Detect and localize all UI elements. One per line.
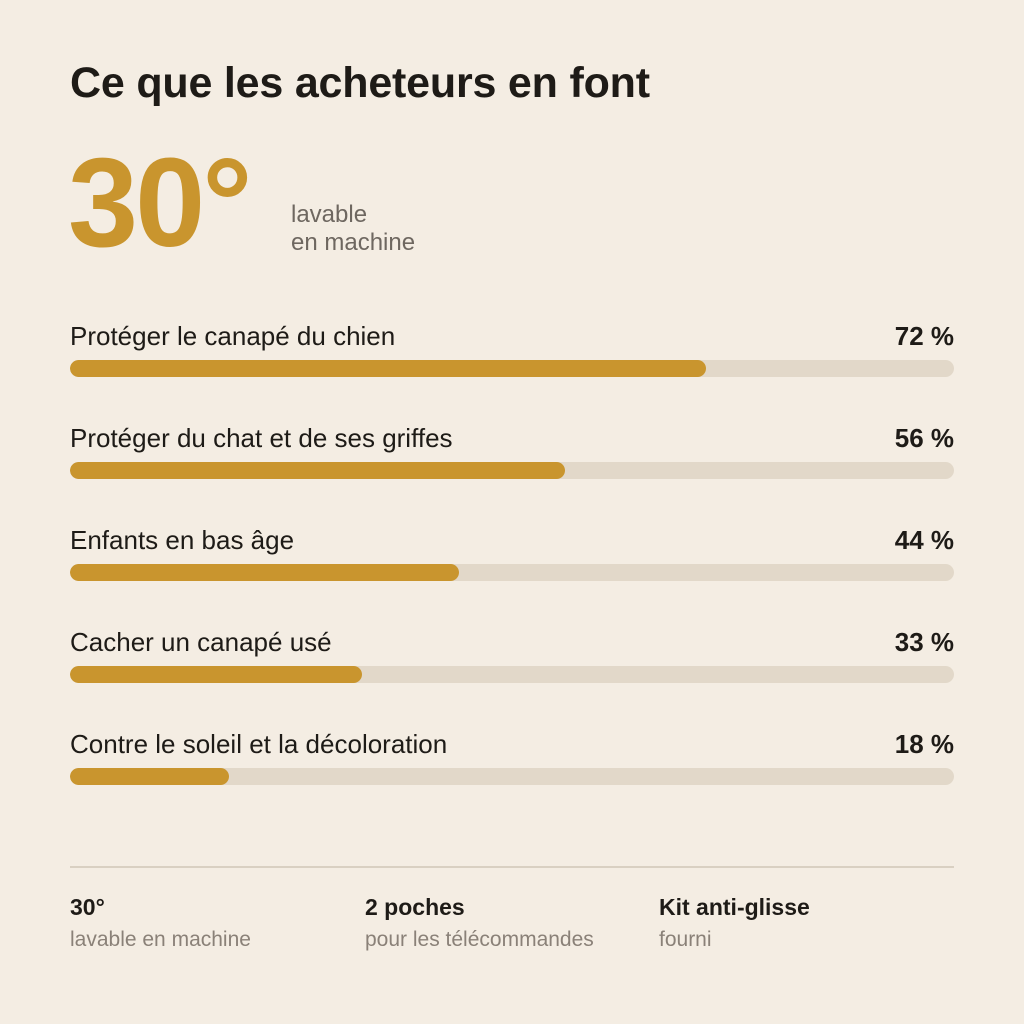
bar-value-label: 72 % — [894, 321, 954, 351]
bar-value-label: 18 % — [894, 729, 954, 759]
fact-subtitle: lavable en machine — [70, 928, 251, 951]
fact-title: 2 poches — [365, 894, 465, 920]
bar-track — [70, 360, 954, 377]
page-title: Ce que les acheteurs en font — [70, 59, 650, 107]
bar-track — [70, 666, 954, 683]
bar-label: Contre le soleil et la décoloration — [70, 729, 448, 759]
bar-label: Cacher un canapé usé — [70, 627, 332, 657]
bar — [70, 360, 706, 377]
fact-pockets — [365, 892, 594, 958]
divider — [70, 866, 954, 868]
bar — [70, 768, 229, 785]
bar-value-label: 44 % — [894, 525, 954, 555]
bar-row — [70, 724, 954, 804]
fact-washable — [70, 892, 251, 958]
bar — [70, 462, 565, 479]
fact-title: 30° — [70, 894, 105, 920]
bar-track — [70, 462, 954, 479]
fact-anti-slip — [659, 892, 810, 958]
bar-row — [70, 520, 954, 600]
bar-row — [70, 418, 954, 498]
hero-caption-line-1: lavable — [291, 201, 368, 228]
bar-track — [70, 768, 954, 785]
fact-subtitle: fourni — [659, 928, 712, 951]
bar-label: Protéger le canapé du chien — [70, 321, 396, 351]
bar-value-label: 56 % — [894, 423, 954, 453]
fact-title: Kit anti-glisse — [659, 894, 810, 920]
product-facts — [70, 892, 954, 962]
hero-temperature: 30° — [68, 132, 250, 273]
fact-subtitle: pour les télécommandes — [365, 928, 594, 951]
bar-value-label: 33 % — [894, 627, 954, 657]
hero-caption — [291, 201, 415, 257]
hero-caption-line-2: en machine — [291, 229, 416, 256]
bar-row — [70, 622, 954, 702]
bar — [70, 564, 459, 581]
bar-label: Protéger du chat et de ses griffes — [70, 423, 453, 453]
bar-row — [70, 316, 954, 396]
bar-label: Enfants en bas âge — [70, 525, 295, 555]
bar-track — [70, 564, 954, 581]
bar — [70, 666, 362, 683]
